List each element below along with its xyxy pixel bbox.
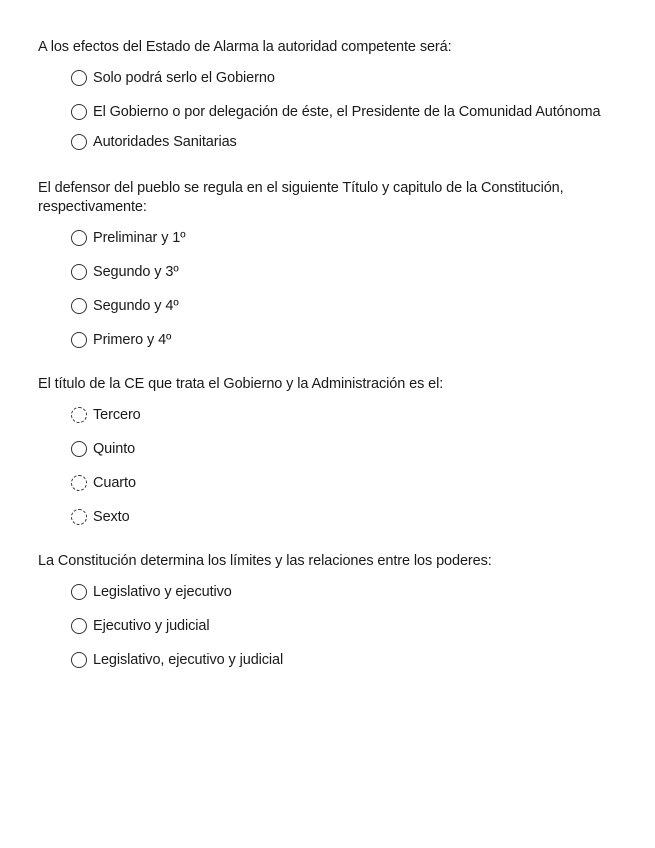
options-list (38, 65, 618, 155)
radio-button[interactable] (71, 332, 87, 348)
option-3-1[interactable] (71, 402, 618, 428)
option-label: Preliminar y 1º (93, 230, 186, 246)
option-label: Ejecutivo y judicial (93, 618, 210, 634)
radio-button[interactable] (71, 618, 87, 634)
option-label: Legislativo y ejecutivo (93, 584, 232, 600)
option-1-1[interactable] (71, 65, 618, 91)
option-label: Solo podrá serlo el Gobierno (93, 70, 275, 86)
radio-button[interactable] (71, 298, 87, 314)
radio-button[interactable] (71, 584, 87, 600)
option-label: Sexto (93, 509, 130, 525)
radio-button[interactable] (71, 441, 87, 457)
options-list (38, 579, 618, 673)
question-text: La Constitución determina los límites y las relaciones entre los poderes: (38, 553, 492, 569)
option-4-1[interactable] (71, 579, 618, 605)
option-3-2[interactable] (71, 436, 618, 462)
question-4 (38, 552, 618, 673)
option-1-2[interactable] (71, 99, 618, 125)
option-3-3[interactable] (71, 470, 618, 496)
radio-button[interactable] (71, 104, 87, 120)
options-list (38, 402, 618, 530)
option-label: Segundo y 3º (93, 264, 179, 280)
radio-button[interactable] (71, 652, 87, 668)
option-2-2[interactable] (71, 259, 618, 285)
radio-button[interactable] (71, 475, 87, 491)
option-label: El Gobierno o por delegación de éste, el Presidente de la Comunidad Autónoma (93, 104, 601, 120)
question-text: El defensor del pueblo se regula en el siguiente Título y capitulo de la Constitución, respectivamente: (38, 180, 564, 215)
radio-button[interactable] (71, 264, 87, 280)
radio-button[interactable] (71, 407, 87, 423)
option-label: Segundo y 4º (93, 298, 179, 314)
option-4-2[interactable] (71, 613, 618, 639)
question-1 (38, 38, 618, 155)
option-2-4[interactable] (71, 327, 618, 353)
option-3-4[interactable] (71, 504, 618, 530)
question-2 (38, 179, 618, 353)
option-2-3[interactable] (71, 293, 618, 319)
option-label: Legislativo, ejecutivo y judicial (93, 652, 284, 668)
option-1-3[interactable] (71, 129, 618, 155)
option-label: Cuarto (93, 475, 136, 491)
radio-button[interactable] (71, 70, 87, 86)
question-text: A los efectos del Estado de Alarma la autoridad competente será: (38, 39, 452, 55)
question-text: El título de la CE que trata el Gobierno y la Administración es el: (38, 376, 444, 392)
option-label: Quinto (93, 441, 136, 457)
option-2-1[interactable] (71, 225, 618, 251)
quiz-form (38, 38, 618, 695)
question-3 (38, 375, 618, 530)
radio-button[interactable] (71, 230, 87, 246)
option-4-3[interactable] (71, 647, 618, 673)
option-label: Autoridades Sanitarias (93, 134, 237, 150)
option-label: Tercero (93, 407, 141, 423)
option-label: Primero y 4º (93, 332, 172, 348)
radio-button[interactable] (71, 509, 87, 525)
options-list (38, 225, 618, 353)
radio-button[interactable] (71, 134, 87, 150)
